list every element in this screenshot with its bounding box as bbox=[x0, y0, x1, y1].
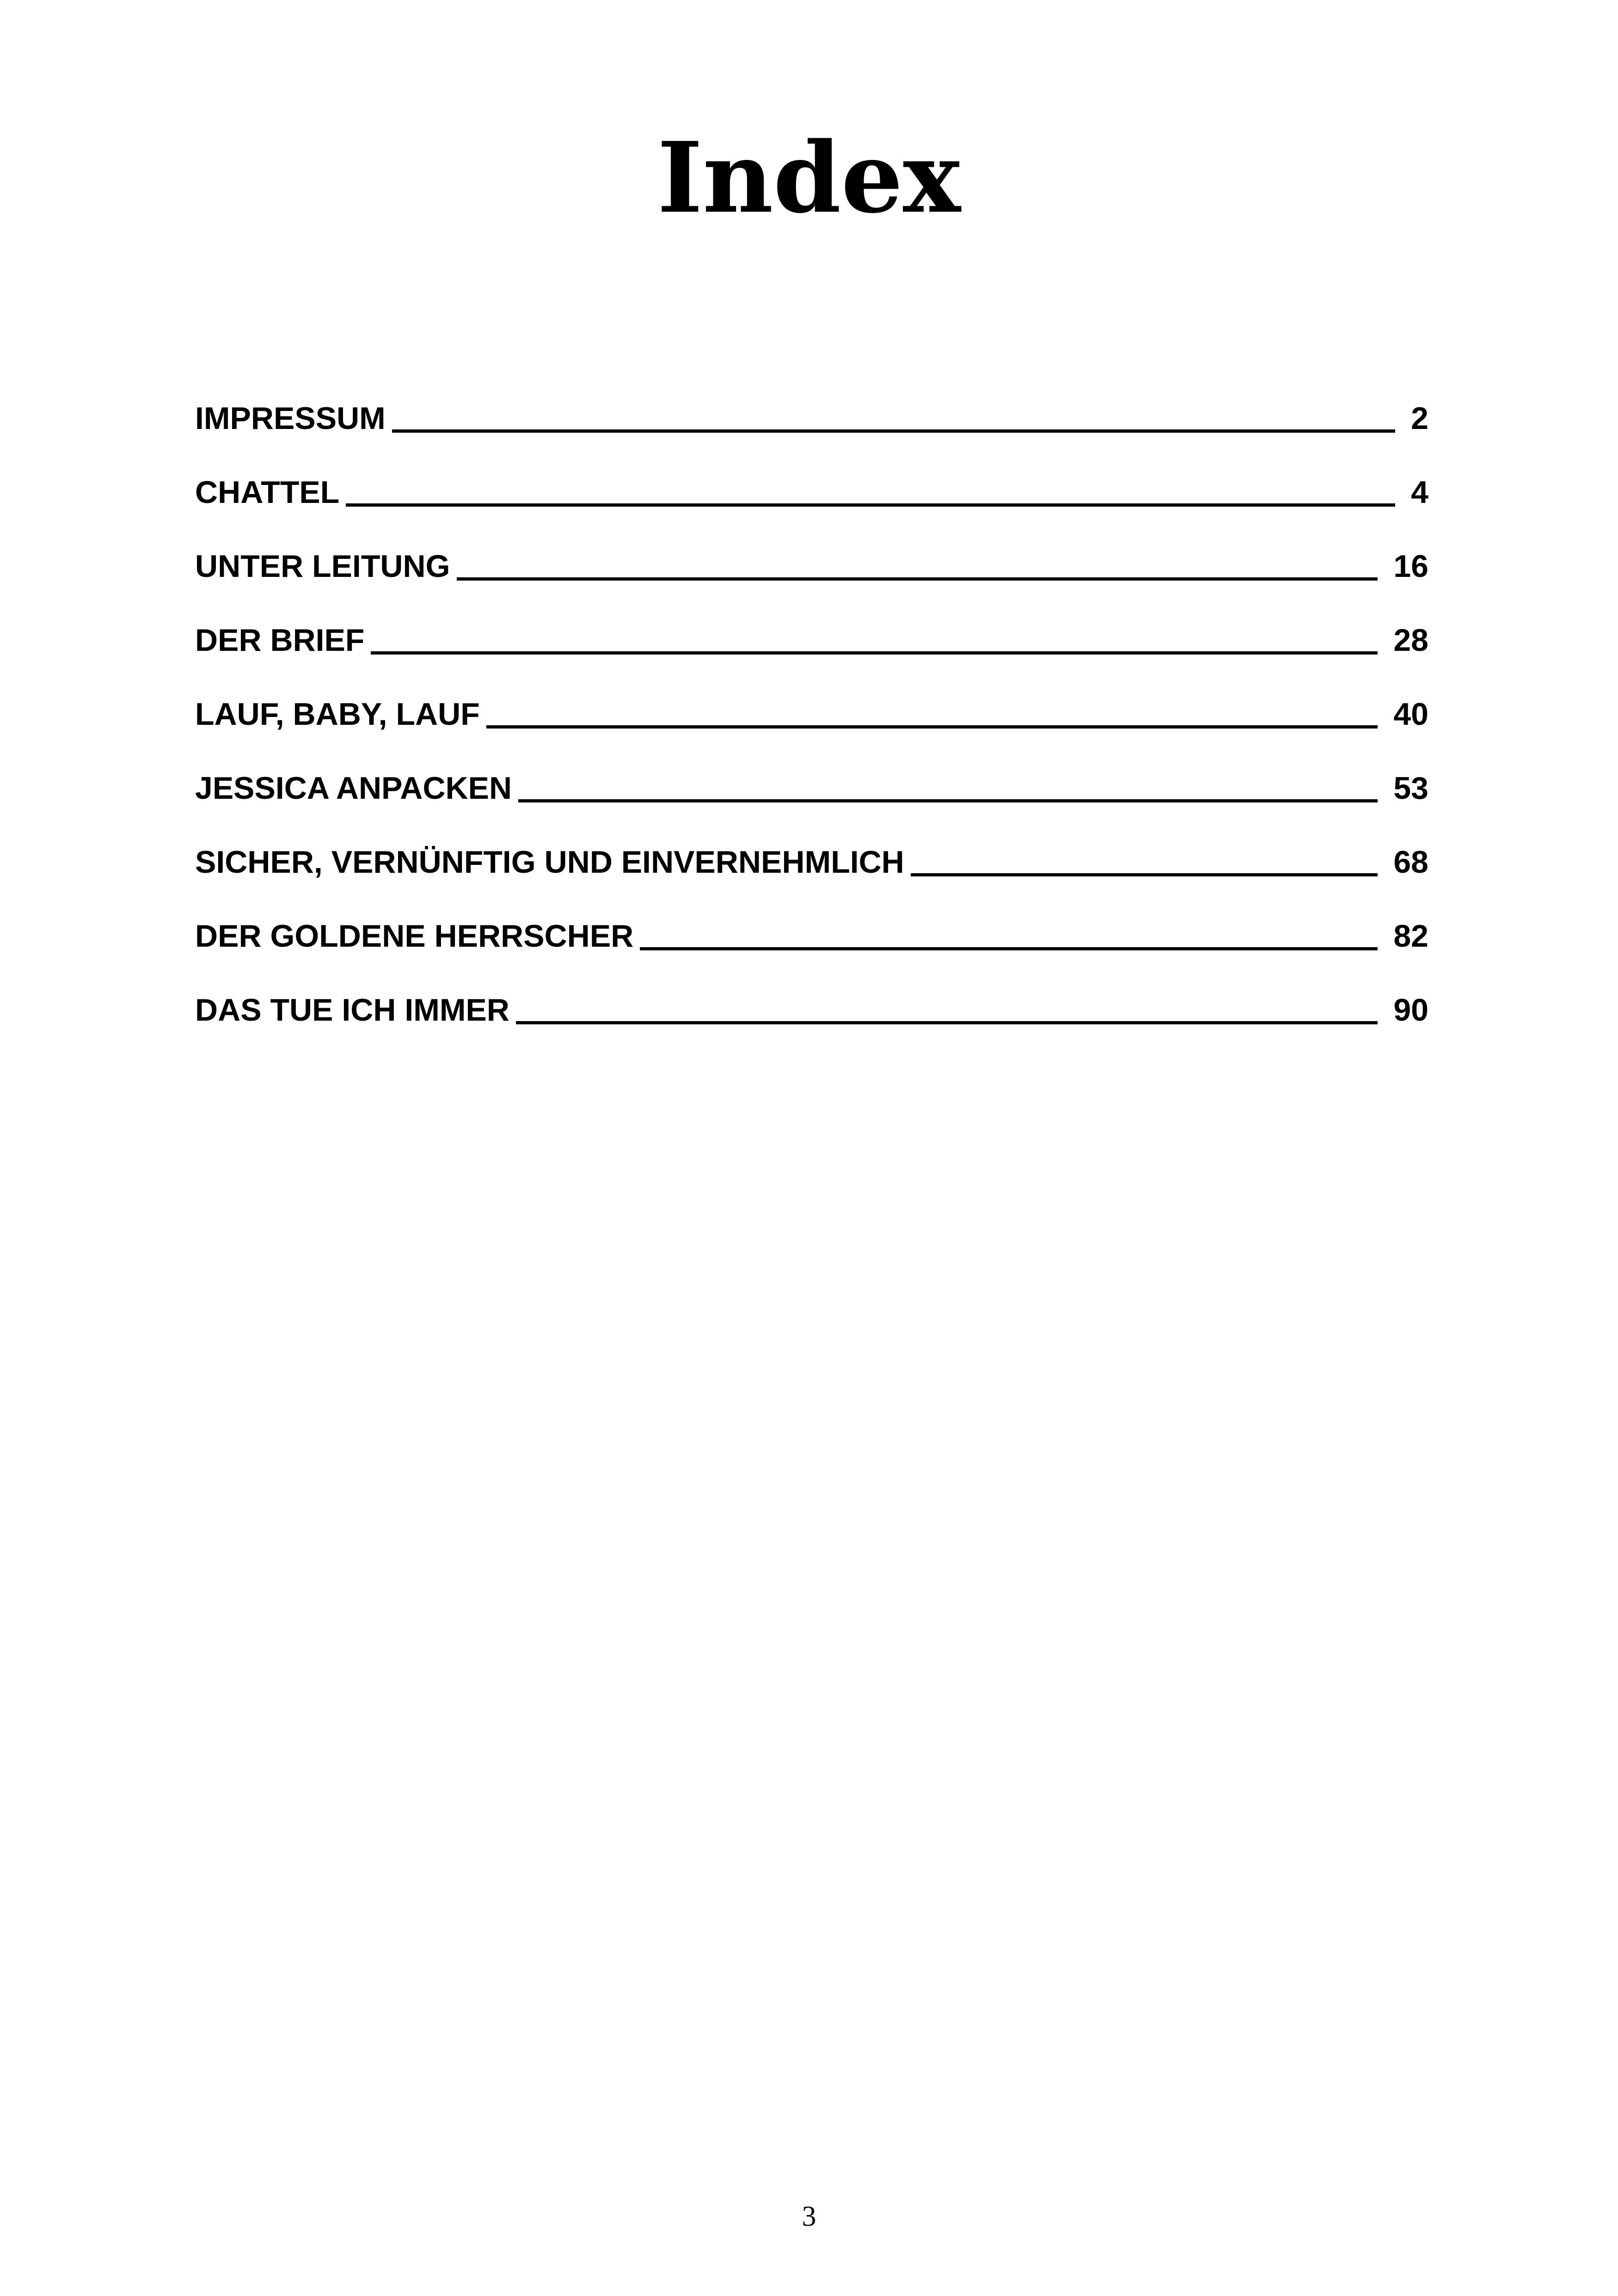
toc-entry bbox=[195, 957, 1428, 1031]
toc-entry-page: 4 bbox=[1411, 475, 1428, 510]
toc-entry bbox=[195, 439, 1428, 513]
toc-entry-page: 40 bbox=[1393, 697, 1428, 732]
toc-leader-line bbox=[486, 725, 1378, 729]
toc-leader-line bbox=[640, 947, 1378, 950]
toc-leader-line bbox=[911, 873, 1378, 876]
toc-leader-line bbox=[518, 799, 1378, 802]
toc-entry bbox=[195, 365, 1428, 439]
toc-entry-page: 82 bbox=[1393, 918, 1428, 954]
toc-entry bbox=[195, 735, 1428, 809]
toc-entry-title: JESSICA ANPACKEN bbox=[195, 771, 512, 806]
toc-leader-line bbox=[457, 577, 1378, 581]
toc-entry-page: 16 bbox=[1393, 549, 1428, 584]
toc-leader-line bbox=[346, 503, 1395, 507]
toc-entry bbox=[195, 661, 1428, 735]
toc-entry-page: 2 bbox=[1411, 401, 1428, 436]
toc-entry-page: 28 bbox=[1393, 623, 1428, 658]
toc-entry-title: SICHER, VERNÜNFTIG UND EINVERNEHMLICH bbox=[195, 845, 904, 880]
toc-entry-title: DER GOLDENE HERRSCHER bbox=[195, 918, 634, 954]
toc-entry bbox=[195, 883, 1428, 957]
toc-entry-title: IMPRESSUM bbox=[195, 401, 386, 436]
toc-entry bbox=[195, 587, 1428, 661]
page-title: Index bbox=[657, 121, 961, 235]
toc-entry-page: 53 bbox=[1393, 771, 1428, 806]
toc-leader-line bbox=[392, 429, 1395, 433]
toc-entry-page: 68 bbox=[1393, 845, 1428, 880]
toc-leader-line bbox=[516, 1021, 1378, 1024]
toc-entry-title: UNTER LEITUNG bbox=[195, 549, 450, 584]
toc-entry-title: DAS TUE ICH IMMER bbox=[195, 992, 509, 1028]
toc-entry bbox=[195, 809, 1428, 883]
toc-leader-line bbox=[371, 651, 1378, 655]
toc-entry-title: CHATTEL bbox=[195, 475, 340, 510]
page-number: 3 bbox=[802, 2201, 816, 2232]
toc-entry-title: LAUF, BABY, LAUF bbox=[195, 697, 480, 732]
toc-entry-title: DER BRIEF bbox=[195, 623, 365, 658]
table-of-contents bbox=[195, 365, 1428, 1031]
toc-entry bbox=[195, 513, 1428, 587]
toc-entry-page: 90 bbox=[1393, 992, 1428, 1028]
